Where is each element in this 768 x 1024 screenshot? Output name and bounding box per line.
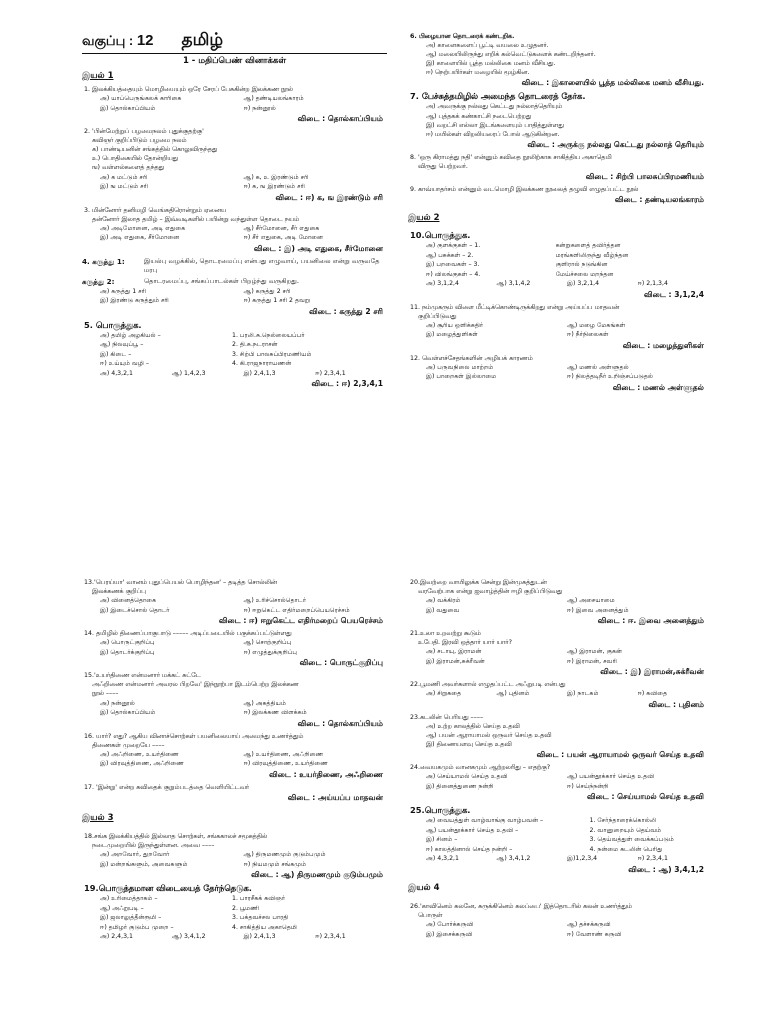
option: அ) சூரிய ஒளிக்கதிர் [426,321,484,329]
column-1 [82,30,387,500]
question-25 [408,805,708,875]
header-rule [82,53,387,54]
match-table [82,894,387,932]
match-table [82,331,387,369]
match-row: அ) குளக்குகள் – 1. கன்றுகளைத் தவிர்த்தன [426,242,621,250]
answer: விடை : தண்டியலங்காரம் [614,195,704,205]
option: இ) தொல்காப்பியம் [100,709,156,717]
question-line: அ) உற்ற காலத்தில் செய்த உதவி [426,723,520,731]
question-9 [408,185,708,205]
option: ஆ) மணல் அள்ளுதல் [567,363,629,371]
option: ஈ) ஈறுகெட்ட எதிர்மறைப்பெயரெச்சம் [243,606,350,614]
options [82,638,387,657]
question-text: 24.வையகமும் வானகமும் ஆற்றலரிது – எதற்கு? [410,764,551,772]
question-line: இ) திணையளவு செய்த உதவி [426,741,512,749]
option: ஈ) சீர் எதுகை, அடி மோனை [243,234,324,242]
option: ஈ) எழுத்துக்குறிப்பு [243,648,298,656]
options [408,647,708,666]
question-line: கவிஞர் குறிப்பிடும் பழமை நலம் [92,137,187,145]
match-row: அ) உரிமைத்தாகம் – 1. பாரசீகக் கவிஞர் [100,895,286,903]
option: ஆ) 3,1,4,2 [496,280,531,288]
option: அ) வக்கிரம் [426,597,461,605]
options [82,699,387,718]
class-label: வகுப்பு : 12 [82,32,154,49]
question-line: இலக்கணக் குறிப்பு [92,588,146,596]
question-line: பொருள் [418,912,443,920]
option: இ) 2,4,1,3 [243,933,276,941]
answer: விடை : பயன் ஆராயாமல் ஒருவர் செய்த உதவி [536,750,704,760]
options [408,363,708,382]
question-line: ஆ) பயன் ஆராயாமல் ஒருவர் செய்த உதவி [426,732,552,740]
question-11 [408,303,708,351]
option: ஆ) பயன்தூக்கார் செய்த உதவி [567,773,655,781]
options [82,596,387,615]
column-3 [82,575,387,1020]
answer: விடை : ஈ) க, ங இரண்டும் சரி [275,192,383,202]
options [408,920,708,939]
match-row: இ) ஜலாலுத்தீன்ரூமி – 3. பக்தவச்சல பாரதி [100,914,289,922]
answer: விடை : 3,1,2,4 [644,289,704,299]
question-line: 8. 'ஒரு கிராமத்து நதி' என்னும் கவிதை நூலிற்காக சாகித்திய அகாதெமி [410,153,612,161]
question-17 [82,783,387,803]
option: அ) யாப்பெருங்கலக் காரிகை [100,95,182,103]
question-line: க) பாண்டியனின் சங்கத்தில் கொலுவிருந்தது [92,146,218,154]
question-5 [82,320,387,390]
question-line: ங) வள்ளல்களைத் தந்தது [92,164,165,172]
options [82,932,387,942]
option: அ) 2,4,3,1 [100,933,133,941]
answer: விடை : இ) அடி எதுகை, சீர்மோனை [253,243,383,253]
option: ஆ) தண்டியலங்காரம் [243,95,304,103]
option: அ) 4,3,2,1 [426,855,459,863]
question-line: அ) அவருக்கு நல்லது கெட்டது நல்லாத்தெரியும் [426,103,563,111]
question-14 [82,629,387,668]
option: ஆ) தச்சக்கருவி [567,921,611,929]
match-table [408,816,708,854]
question-line: திணைகள் முறையே –––– [92,741,165,749]
option: அ) போர்க்கருவி [426,921,474,929]
match-row: ஆ) அஃறுபடி – 2. பூமணி [100,904,260,912]
question-line: 21.உலா உறவற்று கூடும் [410,630,481,638]
options [408,689,708,699]
question-line: 26.'காவினெம் கலனே, சுருக்கினெம் கலப்பை' இத்தொடரில் கலன் உணர்த்தும் [410,902,632,910]
option: ஈ) இராமன், சவரி [567,657,617,665]
chapter-heading: இயல் 2 [408,213,440,224]
column-4 [408,575,708,1020]
options [408,854,708,864]
match-row: ஆ) நிலவுப்பூ – 2. தி.சு.நடராசன் [100,341,278,349]
question-23 [408,713,708,760]
option: இ) அடி எதுகை, சீர்மோனை [100,234,180,242]
question-line: நூல் –––– [92,690,119,698]
question-text: 22.பூமணி அவர்களால் எழுதப்பட்ட அஃறுபடி என்பது [410,681,566,689]
question-line: ஆ) மலையிலிருந்து எறிக் கல்வெட்டுகளைக் கண்டறிந்தனர். [426,51,596,59]
answer: விடை : ஆ) திருமணமும் குடும்பமும் [251,870,383,880]
question-18 [82,832,387,880]
question-7 [408,91,708,149]
option: ஈ) 2,3,4,1 [315,369,346,377]
option: ஈ) கருத்து 1 சரி 2 தவறு [243,297,311,305]
option: இ) 2,4,1,3 [243,369,276,377]
option: ஈ) நன்னூல் [243,104,276,112]
option: அ) அடிமோனை, அடி எதுகை [100,224,186,232]
answer: விடை : ஈ) ஈறுகெட்ட எதிர்மறைப் பெயரெச்சம் [218,616,383,626]
answer: விடை : அருக்கு நல்லது கெட்டது நல்லாத் தெரியும் [527,139,704,149]
answer: விடை : மழைத்துளிகள் [622,340,704,350]
answer: விடை : தொல்காப்பியம் [297,114,383,124]
option: அ) 4,3,2,1 [100,369,133,377]
statement-label: 4. கருத்து 1: [82,256,125,266]
match-row: இ) சினம் – 3. தெய்வத்துள் வைக்கப்படும் [426,836,674,844]
question-text: 12. வெள்ளச்சேதங்களின் அழியக் காரணம் [410,354,533,362]
question-10 [408,230,708,300]
question-text: 7. பேச்சுத்தமிழில் அமைந்த தொடரைத் தேர்க. [410,91,586,102]
question-6 [408,32,708,88]
option: ஈ) நீர்நிலைகள் [567,331,609,339]
question-3 [82,206,387,254]
question-line: 11. நம்முகரும் விளை மீட்டிக்கொண்டிருக்கிறது என்று அய்யப்ப மாதவன் [410,303,620,311]
section-title: 1 - மதிப்பெண் வினாக்கள் [182,56,287,66]
question-13 [82,578,387,626]
option: இ) நாடகம் [567,690,599,698]
statement-label: கருத்து 2: [82,277,115,287]
question-line: ஆ) புத்தகக் கண்காட்சி நடைபெற்றது [426,112,532,120]
statement-text: தொடரமைப்பு, சங்கப்பாடல்கள் பிறழ்ந்து வருகிறது. [144,277,299,286]
answer: விடை : கருத்து 2 சரி [309,306,383,316]
question-line: உ) பொதிகையில் தோன்றியது [92,155,179,163]
option: இ) தொடர்க்குறிப்பு [100,648,155,656]
match-row: ஈ) உய்யும் வழி – 4. கி.ராஜநாராயணன் [100,360,292,368]
question-text: 1. இலக்கியத்தையும் மொழியையும் ஒரே சேரப் பேசுகின்ற இலக்கண நூல் [84,86,293,93]
option: ஆ) அசையாமை [567,597,615,605]
option: ஆ) சொற்குறிப்பு [243,639,292,647]
match-row: ஈ) தமிழர் குடும்ப முறை – 4. சாகித்திய அகாதெமி [100,923,297,931]
option: ஈ) நியமமும் சங்கமும் [243,860,307,868]
chapter-heading: இயல் 3 [82,812,114,823]
option: அ) நன்னூல் [100,699,135,707]
option: ஈ) இவை அனைத்தும் [567,606,629,614]
options [408,279,708,289]
option: ஈ) 2,3,4,1 [315,933,346,941]
option: இ) இரண்டு கருத்தும் சரி [100,297,169,305]
option: ஈ) 2,1,3,4 [637,280,668,288]
option: அ) 3,1,2,4 [426,280,459,288]
match-row: ஈ) காலத்தினால் செய்த நன்றி – 4. நன்மை கடலின் பெரிது [426,845,663,853]
option: ஈ) இலக்கண விளக்கம் [243,709,307,717]
question-line: அஃறிணை என்மனார் அவரல பிறவே' இந்நூற்பா இடம்பெற்ற இலக்கண [92,681,299,689]
options [82,287,387,306]
answer: விடை : மணல் அள்ளுதல் [612,382,704,392]
question-text: 23.கடலின் பெரியது –––– [410,713,484,721]
question-19 [82,883,387,942]
page-header [82,30,387,52]
option: இ) மழைத்துளிகள் [426,331,478,339]
options [82,850,387,869]
question-line: நடைமுறையில் இருந்துள்ளன. அவை –––– [92,841,215,849]
question-text: 6. பிழையான தொடரைக் கண்டறிக. [410,33,515,40]
option: ஆ) திருமணமும் குடும்பமும் [243,851,326,859]
options [82,224,387,243]
answer: விடை : ஈ) 2,3,4,1 [311,379,383,389]
question-26 [408,902,708,939]
question-text: 10.பொருத்துக. [410,230,471,241]
match-table [408,241,708,279]
option: ஆ) 3,4,1,2 [496,855,531,863]
option: இ) விரவுத்திணை, அஃறிணை [100,760,185,768]
question-22 [408,680,708,710]
option: ஆ) 1,4,2,3 [171,369,206,377]
match-row: அ) தமிழ் அழகியல் – 1. பரலி.சு.நெல்லையப்பர் [100,331,305,339]
question-line: 3. மின்னோர் தனிமழி வெங்கதிரொன்றும் ஏனைய [84,206,227,214]
option: ஆ) கருத்து 2 சரி [243,287,291,295]
match-row: இ) பறவைகள் – 3. குளிரால் நடுங்கின [426,261,608,269]
options [82,94,387,113]
options [82,369,387,379]
option: ஆ) மழை மேகங்கள் [567,321,626,329]
option: ஆ) அகத்தியம் [243,699,286,707]
answer: விடை : புதினம் [648,699,704,709]
option: அ) அறவோர், துறவோர் [100,851,170,859]
statement-row [82,257,387,276]
answer: விடை : சிற்பி பாலசுப்பிரமணியம் [585,172,704,182]
question-text: 17. 'இன்று' என்ற கவிதைக் குறும்படத்தை வெளியிட்டவர் [84,783,250,791]
question-16 [82,732,387,780]
options [408,772,708,791]
option: ஈ) செய்ந்நன்றி [567,782,609,790]
option: இ) பாறைகள் இல்லாமை [426,373,497,381]
option: ஈ) 2,3,4,1 [637,855,668,863]
match-row: அ) வையத்துள் வாழ்வாங்கு வாழ்பவன் – 1. சேர்ந்தாரைக்கொல்லி [426,817,657,825]
question-2 [82,127,387,202]
question-line: 2. 'பின்மேற்றுப் பழமைநலம் புதுக்குதற்கு' [84,128,204,136]
option: ஆ) உயர்திணை, அஃறிணை [243,750,324,758]
option: இ) 3,2,1,4 [567,280,600,288]
option: அ) செய்யாமல் செய்த உதவி [426,773,508,781]
match-row: ஆ) பயன்தூக்கார் செய்த உதவி – 2. வானுறையும் தெய்வம் [426,826,662,834]
question-line: ஈ) மயில்கள் விறலியரைப் போல் ஆடுகின்றன. [426,130,560,138]
question-text: 5. பொருத்துக. [84,319,142,330]
statement-row [82,277,387,286]
answer: விடை : தொல்காப்பியம் [297,718,383,728]
options [408,321,708,340]
option: ஆ) உரிச்சொல்தொடர் [243,597,307,605]
question-line: விருது பெற்றவர். [418,162,468,170]
chapter-heading: இயல் 1 [82,71,114,81]
question-line: 20.இவற்றை வாயிலுக்க சென்று இன்முகத்துடன் [410,579,547,586]
question-20 [408,578,708,626]
option: இ) வதுவை [426,606,460,614]
option: ஆ) புதினம் [496,690,530,698]
question-line: வரவேற்பாக என்று ஐவாழ்த்தின் ஈழி குறிப்பிடுவது [418,588,563,596]
question-line: 16. யார்? எது? ஆகிய வினாச்சொற்கள் பயனிலையாய் அமைந்து உணர்த்தும் [84,732,304,740]
options [82,750,387,769]
option: ஈ) நிலத்தடிநீர் உறிஞ்சப்படுதல் [567,373,654,381]
statement-text: இயல்பு வழக்கில், தொடரமைப்பு என்பது எழுவாய், பயனிலை என்று வருவதே மரபு [144,256,380,275]
option: அ) வினைத்தொகை [100,597,157,605]
answer: விடை : ஈ. இவை அனைத்தும் [597,616,704,626]
question-line: தன்னோர் இலாத தமிழ் – இவ்வடிகளில் பயின்று வந்துள்ள தொடை நயம் [92,215,300,223]
question-line: 15.'உயர்திணை என்மனார் மக்கட் சுட்டே [84,672,201,680]
answer: விடை : ஆ) 3,4,1,2 [628,864,704,874]
option: ஆ) இராமன், குகன் [567,648,622,656]
question-text: 19.பொருத்தமான விடையைத் தேர்ந்தெடுக. [84,883,252,894]
subject-title: தமிழ் [181,30,224,49]
question-8 [408,153,708,182]
answer: விடை : அய்யப்ப மாதவன் [287,792,383,802]
option: அ) சிறுகதை [426,690,462,698]
option: அ) கருத்து 1 சரி [100,287,147,295]
question-line: இ) வறட்சி எல்லா இடங்களையும் பாதித்துள்ளது [426,121,564,129]
match-row: ஈ) விலங்குகள் – 4. மேய்ச்சலை மறந்தன [426,270,614,278]
answer: விடை : பொருட்குறிப்பு [299,658,383,668]
option: அ) க மட்டும் சரி [100,173,148,181]
answer: விடை : இ) இராமன்,சுக்ரீவன் [600,667,704,677]
chapter-heading: இயல் 4 [408,882,440,893]
question-text: 25.பொருத்துக. [410,805,471,816]
question-24 [408,763,708,802]
option: அ) சடாயு, இராமன் [426,648,482,656]
question-text: 14. தமிழில் திணைப்பாகுபாடு ––––– அடிப்படையில் பகுக்கப்பட்டுள்ளது [84,630,292,638]
column-2 [408,30,708,500]
option: ஈ) வேளாண் கருவி [567,930,622,938]
option: அ) பொருட்குறிப்பு [100,639,155,647]
match-row: ஆ) பசுக்கள் – 2. மரங்களிலிருந்து வீழ்ந்தன [426,251,629,259]
match-row: இ) கிடை – 3. சிற்பி பாலசுப்பிரமணியம் [100,350,312,358]
option: ஆ) 3,4,1,2 [171,933,206,941]
question-1 [82,85,387,124]
question-21 [408,629,708,677]
answer: விடை : செய்யாமல் செய்த உதவி [586,792,704,802]
question-15 [82,671,387,728]
option: ஈ) க, ங இரண்டும் சரி [243,183,305,191]
question-line: 13.'பெரய்யா' வானம் புதுப்பெயல் பொழிந்தன' – தடித்த சொல்லின் [84,579,277,586]
option: இ) இசைக்கருவி [426,930,473,938]
question-line: உபேதி. இரவி ஒத்தார் யார் யார்? [418,639,512,647]
option: அ) அஃறிணை, உயர்திணை [100,750,179,758]
question-line: குறிப்பிடுவது [418,312,457,320]
question-line: 18.சங்க இலக்கியத்தில் இல்லாத சொற்கள், சங்ககாலச் சமூகத்தில் [84,832,268,840]
answer: விடை : உயர்திணை, அஃறிணை [269,769,383,779]
options [408,596,708,615]
option: இ) இடைச்சொல் தொடர் [100,606,170,614]
question-line: ஈ) நெற்பயிர்கள் மழையில் மூழ்கின. [426,69,530,77]
option: இ) இராமன்,சுக்ரீவன் [426,657,485,665]
option: இ) ங மட்டும் சரி [100,183,149,191]
option: அ) பருவநிலை மாற்றம் [426,363,494,371]
option: இ) தொல்காப்பியம் [100,104,156,112]
answer: விடை : இகாளையில் பூத்த மல்லிகை மனம் வீசியது. [521,78,704,88]
option: இ) தினைத்துணை நன்றி [426,782,494,790]
option: இ) மன்றங்களும், அவைகளும் [100,860,188,868]
option: ஈ) விரவுத்திணை, உயர்திணை [243,760,329,768]
option: ஆ) சீர்மோனை, சீர் எதுகை [243,224,320,232]
question-line: அ) காளைகளைப் பூட்டி வயலை உழுதனர். [426,42,549,50]
question-line: இ) காளையில் பூத்த மல்லிகை மனம் வீசியது. [426,60,556,68]
option: ஆ) க, உ இரண்டும் சரி [243,173,309,181]
option: ஈ) கவிதை [637,690,668,698]
question-4 [82,257,387,317]
option: இ)1,2,3,4 [567,855,598,863]
options [82,173,387,192]
question-12 [408,354,708,393]
question-text: 9. காவ்யாதர்சம் என்னும் வடமொழி இலக்கண நூலைத் தழுவி எழுதப்பட்ட நூல் [410,186,639,194]
